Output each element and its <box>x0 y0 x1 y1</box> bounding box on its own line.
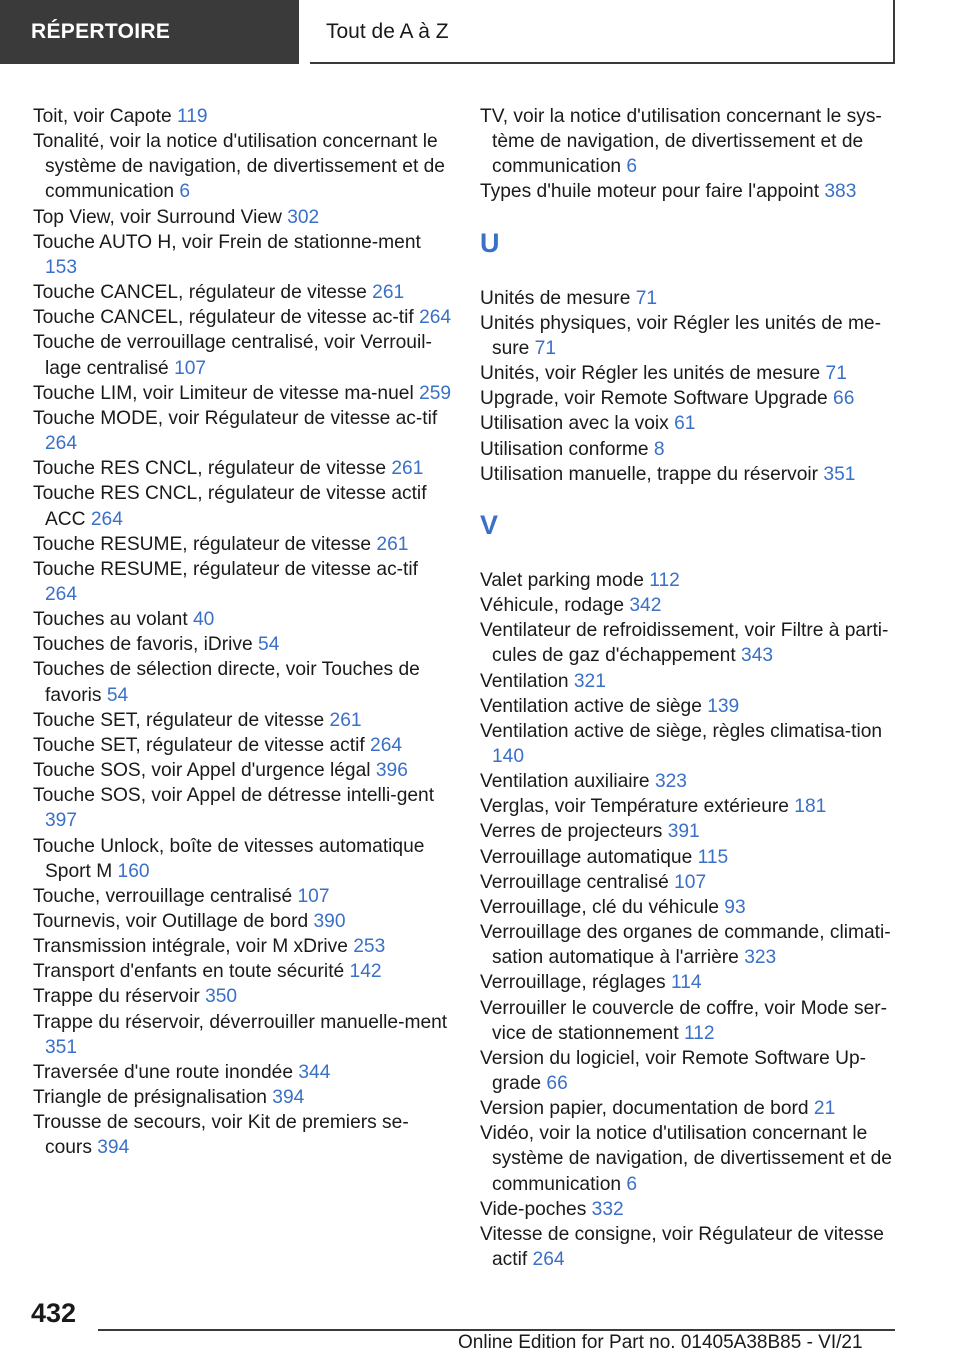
entry-text: Verrouillage des organes de commande, climati-sation automatique à l'arrière <box>480 922 891 969</box>
entry-text: Tonalité, voir la notice d'utilisation concernant le système de navigation, de divertissement et de communication <box>33 131 445 203</box>
page-link[interactable]: 8 <box>653 438 665 460</box>
index-entry <box>480 286 900 311</box>
index-entry <box>33 456 453 481</box>
page-link[interactable]: 93 <box>724 896 746 918</box>
index-group-v <box>480 568 900 1272</box>
index-entry <box>480 437 900 462</box>
index-entry <box>33 959 453 984</box>
index-entry <box>480 1121 900 1196</box>
page-link[interactable]: 259 <box>419 382 452 404</box>
index-entry <box>480 462 900 487</box>
index-entry <box>33 532 453 557</box>
section-tab <box>0 0 299 64</box>
index-entry <box>480 1046 900 1096</box>
entry-text: Traversée d'une route inondée <box>33 1061 294 1083</box>
entry-text: Touche de verrouillage centralisé, voir Verrouil-lage centralisé <box>33 332 432 379</box>
page-link[interactable]: 66 <box>833 388 855 410</box>
entry-text: Touche SET, régulateur de vitesse <box>33 709 325 731</box>
page-link[interactable]: 119 <box>176 106 208 127</box>
page-link[interactable]: 351 <box>45 1036 78 1058</box>
index-entry <box>480 311 900 361</box>
page-link[interactable]: 261 <box>376 533 409 555</box>
index-entry <box>480 794 900 819</box>
index-entry <box>480 719 900 769</box>
page-link[interactable]: 6 <box>626 1173 638 1195</box>
entry-text: Touche SOS, voir Appel d'urgence légal <box>33 760 371 782</box>
index-entry <box>33 557 453 607</box>
page-link[interactable]: 394 <box>272 1087 305 1109</box>
entry-text: Vidéo, voir la notice d'utilisation concernant le système de navigation, de divertissement et de communication <box>480 1123 892 1195</box>
page-link[interactable]: 261 <box>372 282 405 304</box>
page-link[interactable]: 397 <box>45 810 78 832</box>
entry-text: Véhicule, rodage <box>480 595 625 617</box>
page-link[interactable]: 107 <box>297 885 330 907</box>
index-entry <box>33 607 453 632</box>
index-entry <box>33 230 453 280</box>
page-number: 432 <box>31 1298 77 1328</box>
index-entry <box>480 970 900 995</box>
index-entry <box>480 819 900 844</box>
page-link[interactable]: 264 <box>90 508 123 530</box>
page-link[interactable]: 54 <box>106 684 129 706</box>
index-entry <box>33 406 453 456</box>
index-column-right <box>480 104 900 1272</box>
page-link[interactable]: 264 <box>45 433 78 455</box>
index-entry <box>480 361 900 386</box>
page-link[interactable]: 302 <box>287 206 320 228</box>
entry-text: Unités physiques, voir Régler les unités de me-sure <box>480 312 881 359</box>
page-link[interactable]: 344 <box>298 1061 331 1083</box>
entry-text: Trappe du réservoir <box>33 986 200 1008</box>
index-entry <box>480 870 900 895</box>
index-entry <box>480 669 900 694</box>
entry-text: TV, voir la notice d'utilisation concernant le sys-tème de navigation, de divertissement et de communication <box>480 106 882 178</box>
index-entry <box>33 1060 453 1085</box>
index-entry <box>33 381 453 406</box>
page-link[interactable]: 54 <box>258 634 280 656</box>
page-link[interactable]: 264 <box>419 307 452 329</box>
index-group-u <box>480 286 900 487</box>
page-link[interactable]: 6 <box>179 181 191 203</box>
entry-text: Touche LIM, voir Limiteur de vitesse ma-nuel <box>33 382 414 404</box>
index-entry <box>33 1010 453 1060</box>
page-link[interactable]: 343 <box>741 645 774 667</box>
index-entry <box>480 845 900 870</box>
entry-text: Utilisation manuelle, trappe du réservoir <box>480 463 819 485</box>
page-link[interactable]: 71 <box>635 287 658 309</box>
entry-text: Ventilation auxiliaire <box>480 771 650 793</box>
index-entry <box>33 1085 453 1110</box>
entry-text: Verglas, voir Température extérieure <box>480 796 789 818</box>
entry-text: Touche SET, régulateur de vitesse actif <box>33 734 365 756</box>
entry-text: Touches de favoris, iDrive <box>33 634 253 656</box>
page-link[interactable]: 142 <box>349 961 382 983</box>
index-entry <box>480 694 900 719</box>
entry-text: Top View, voir Surround View <box>33 206 282 228</box>
index-entry <box>480 1096 900 1121</box>
entry-text: Touche CANCEL, régulateur de vitesse ac-tif <box>33 307 414 329</box>
entry-text: Upgrade, voir Remote Software Upgrade <box>480 388 828 410</box>
section-title: RÉPERTOIRE <box>31 20 171 43</box>
page-link[interactable]: 350 <box>205 986 238 1008</box>
index-entry <box>33 708 453 733</box>
page-link[interactable]: 342 <box>629 595 662 617</box>
page-link[interactable]: 323 <box>654 771 687 793</box>
entry-text: Ventilation <box>480 670 569 692</box>
page-link[interactable]: 394 <box>97 1137 130 1159</box>
index-entry <box>33 783 453 833</box>
index-entry <box>33 205 453 230</box>
footer-edition: Online Edition for Part no. 01405A38B85 - VI/21 <box>458 1332 863 1353</box>
page-link[interactable]: 391 <box>667 821 700 843</box>
index-entry <box>33 481 453 531</box>
entry-text: Tournevis, voir Outillage de bord <box>33 911 309 932</box>
index-entry <box>480 593 900 618</box>
index-entry <box>33 884 453 909</box>
index-entry <box>480 411 900 436</box>
entry-text: Ventilation active de siège <box>480 695 702 717</box>
entry-text: Touches au volant <box>33 609 188 631</box>
page-link[interactable]: 66 <box>546 1073 568 1094</box>
page-link[interactable]: 153 <box>45 256 78 278</box>
index-letter-u: U <box>480 227 500 258</box>
index-entry <box>480 920 900 970</box>
entry-text: Transmission intégrale, voir M xDrive <box>33 936 348 958</box>
index-group-t <box>480 104 900 205</box>
index-entry <box>33 305 453 330</box>
entry-text: Touche RESUME, régulateur de vitesse <box>33 533 372 555</box>
header-box <box>310 0 895 64</box>
page-link[interactable]: 21 <box>813 1098 836 1120</box>
entry-text: Vide-poches <box>480 1198 587 1220</box>
index-entry <box>33 733 453 758</box>
index-letter-v: V <box>480 509 499 540</box>
index-entry <box>33 657 453 707</box>
page-link[interactable]: 264 <box>370 734 403 756</box>
index-entry <box>33 1110 453 1160</box>
entry-text: Touche RES CNCL, régulateur de vitesse <box>33 458 387 480</box>
page-link[interactable]: 40 <box>193 609 215 631</box>
entry-text: Touche Unlock, boîte de vitesses automatique Sport M <box>33 835 425 882</box>
index-entry <box>480 996 900 1046</box>
entry-text: Trappe du réservoir, déverrouiller manuelle-ment <box>33 1011 448 1033</box>
page-link[interactable]: 261 <box>329 709 362 731</box>
index-entry <box>33 330 453 380</box>
index-entry <box>480 895 900 920</box>
index-entry <box>33 758 453 783</box>
page-link[interactable]: 112 <box>684 1022 715 1044</box>
entry-text: Valet parking mode <box>480 569 644 591</box>
section-subtitle: Tout de A à Z <box>326 20 449 43</box>
index-entry <box>480 1222 900 1272</box>
entry-text: Verrouillage centralisé <box>480 871 669 893</box>
page-link[interactable]: 107 <box>174 357 207 379</box>
entry-text: Touche CANCEL, régulateur de vitesse <box>33 282 367 304</box>
index-entry <box>480 1197 900 1222</box>
page-link[interactable]: 160 <box>117 860 150 882</box>
entry-text: Ventilateur de refroidissement, voir Filtre à parti-cules de gaz d'échappement <box>480 620 889 667</box>
entry-text: Touche RESUME, régulateur de vitesse ac-tif <box>33 558 418 580</box>
index-entry <box>33 280 453 305</box>
page-link[interactable]: 261 <box>391 458 424 480</box>
entry-text: Unités de mesure <box>480 287 631 309</box>
page-link[interactable]: 112 <box>649 569 680 591</box>
page-link[interactable]: 139 <box>707 695 740 717</box>
footer-divider <box>98 1329 895 1331</box>
entry-text: Toit, voir Capote <box>33 106 172 127</box>
index-entry <box>480 618 900 668</box>
index-entry <box>33 934 453 959</box>
page-link[interactable]: 61 <box>674 413 696 435</box>
entry-text: Touches de sélection directe, voir Touches de favoris <box>33 659 420 706</box>
entry-text: Verres de projecteurs <box>480 821 663 843</box>
page-link[interactable]: 140 <box>492 745 525 767</box>
page-link[interactable]: 107 <box>674 871 707 893</box>
page-link[interactable]: 390 <box>313 911 346 932</box>
page-link[interactable]: 323 <box>744 947 777 969</box>
entry-text: Touche, verrouillage centralisé <box>33 885 293 907</box>
index-column-left <box>33 104 453 1161</box>
entry-text: Types d'huile moteur pour faire l'appoint <box>480 181 820 203</box>
entry-text: Utilisation conforme <box>480 438 649 460</box>
index-entry <box>480 769 900 794</box>
page-link[interactable]: 181 <box>794 796 827 818</box>
entry-text: Version papier, documentation de bord <box>480 1098 809 1120</box>
page-link[interactable]: 6 <box>626 156 638 178</box>
entry-text: Touche MODE, voir Régulateur de vitesse ac-tif <box>33 407 438 429</box>
page-link[interactable]: 264 <box>532 1249 565 1271</box>
index-entry <box>33 129 453 204</box>
entry-text: Transport d'enfants en toute sécurité <box>33 961 345 983</box>
page-link[interactable]: 115 <box>697 846 729 868</box>
index-entry <box>480 104 900 179</box>
page-link[interactable]: 383 <box>824 181 857 203</box>
index-entry <box>480 179 900 204</box>
page-link[interactable]: 264 <box>45 583 78 605</box>
entry-text: Version du logiciel, voir Remote Software Up-grade <box>480 1047 867 1094</box>
index-entry <box>480 568 900 593</box>
entry-text: Touche RES CNCL, régulateur de vitesse actif ACC <box>33 483 427 530</box>
entry-text: Triangle de présignalisation <box>33 1087 267 1109</box>
entry-text: Unités, voir Régler les unités de mesure <box>480 363 821 385</box>
page-link[interactable]: 71 <box>825 363 847 385</box>
index-entry <box>480 386 900 411</box>
entry-text: Trousse de secours, voir Kit de premiers se-cours <box>33 1112 409 1159</box>
index-entry <box>33 909 453 934</box>
page-link[interactable]: 351 <box>823 463 856 485</box>
index-entry <box>33 632 453 657</box>
index-entry <box>33 984 453 1009</box>
entry-text: Verrouillage, clé du véhicule <box>480 896 719 918</box>
entry-text: Verrouiller le couvercle de coffre, voir Mode ser-vice de stationnement <box>480 997 888 1044</box>
page-link[interactable]: 396 <box>375 760 408 782</box>
entry-text: Verrouillage, réglages <box>480 972 666 994</box>
entry-text: Verrouillage automatique <box>480 846 693 868</box>
entry-text: Utilisation avec la voix <box>480 413 669 435</box>
index-entry <box>33 834 453 884</box>
page-link[interactable]: 332 <box>591 1198 624 1220</box>
entry-text: Touche SOS, voir Appel de détresse intelli-gent <box>33 785 435 807</box>
page-link[interactable]: 321 <box>573 670 606 692</box>
entry-text: Ventilation active de siège, règles climatisa-tion <box>480 720 883 742</box>
page-link[interactable]: 71 <box>534 337 557 359</box>
index-entry <box>33 104 453 129</box>
page-link[interactable]: 253 <box>353 936 386 958</box>
entry-text: Vitesse de consigne, voir Régulateur de vitesse actif <box>480 1223 884 1271</box>
entry-text: Touche AUTO H, voir Frein de stationne-ment <box>33 231 421 253</box>
page-link[interactable]: 114 <box>670 972 702 994</box>
